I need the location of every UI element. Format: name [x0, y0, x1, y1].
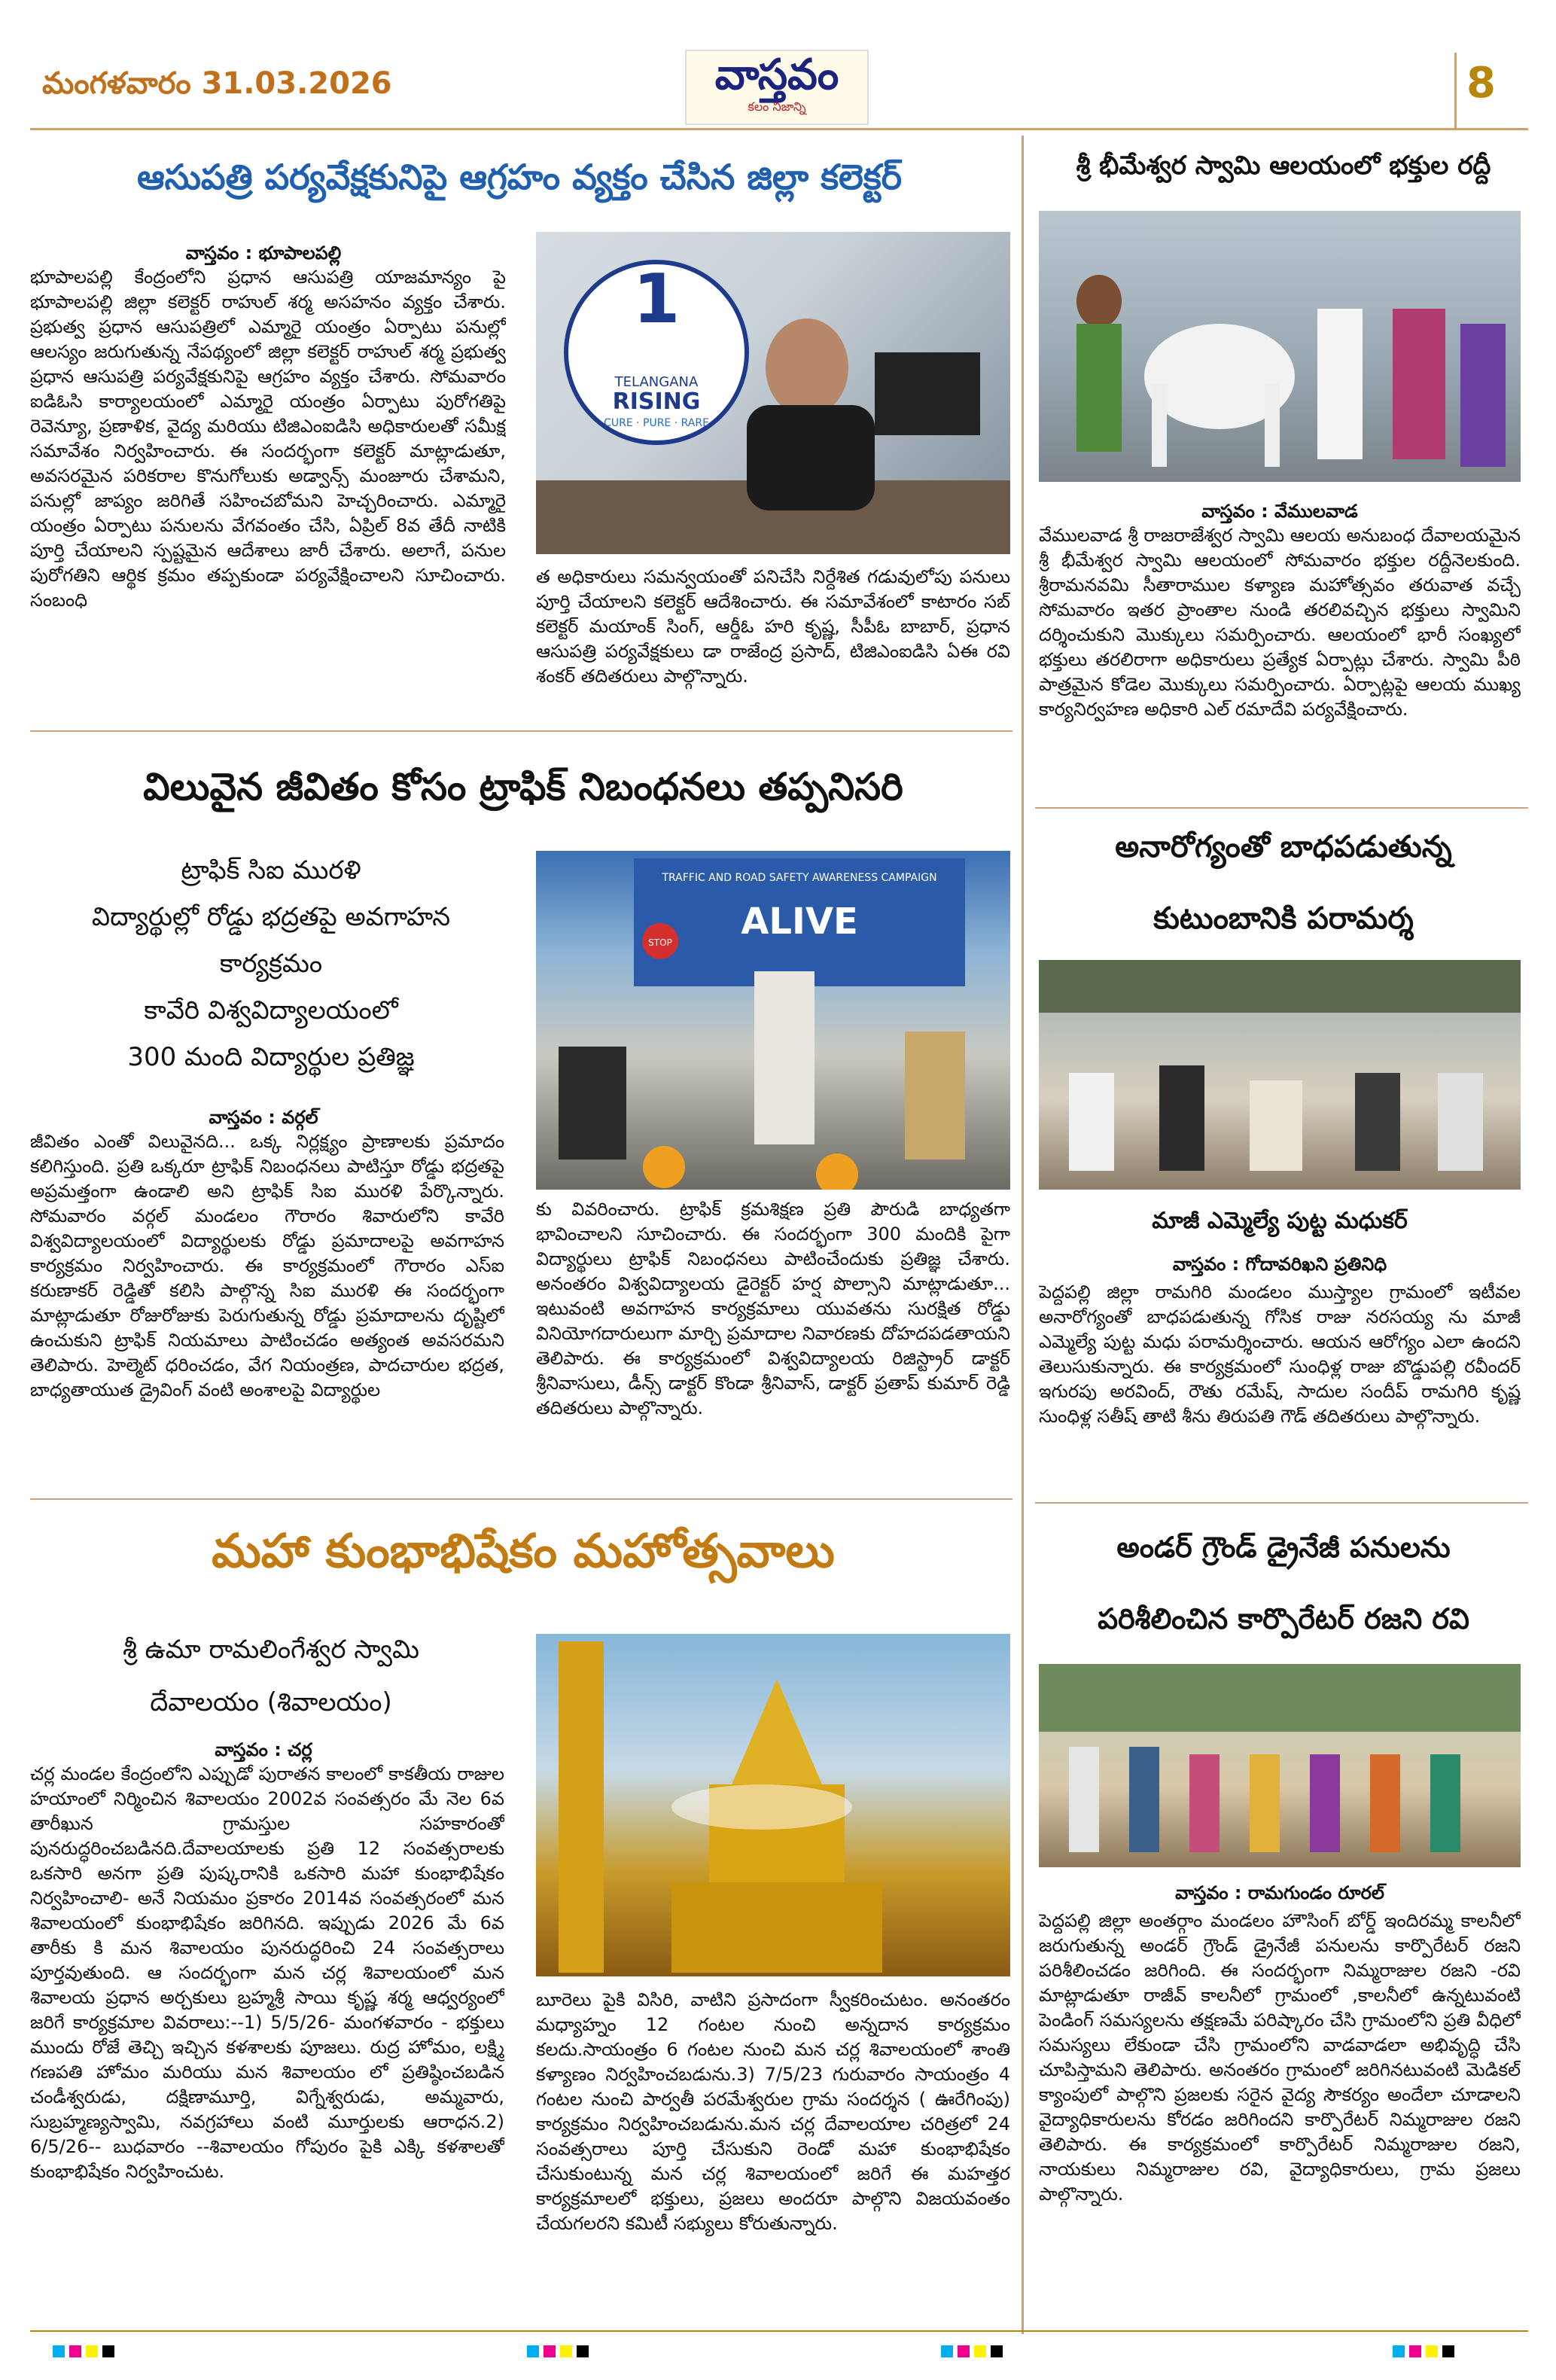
- story4-headline-2: కుటుంబానికి పరామర్శ: [1153, 901, 1414, 936]
- section-rule: [1035, 807, 1528, 809]
- story6-dateline: వాస్తవం : రామగుండం రూరల్: [1175, 1882, 1384, 1903]
- drainage-inspection-image: [1039, 1664, 1521, 1867]
- story4-dateline: వాస్తవం : గోదావరిఖని ప్రతినిధి: [1172, 1254, 1387, 1275]
- temple-devotees-image: [1039, 211, 1521, 482]
- story6-headline-2: పరిశీలించిన కార్పొరేటర్ రజని రవి: [1098, 1602, 1469, 1635]
- section-rule: [30, 730, 1012, 732]
- story3-subhead-4: కావేరి విశ్వవిద్యాలయంలో: [144, 995, 398, 1025]
- kumbhabhishekam-image: [536, 1634, 1010, 1976]
- banner-campaign: TRAFFIC AND ROAD SAFETY AWARENESS CAMPAIGN: [662, 872, 937, 884]
- story2-headline: శ్రీ భీమేశ్వర స్వామి ఆలయంలో భక్తుల రద్దీ: [1076, 151, 1491, 181]
- story4-subhead: మాజీ ఎమ్మెల్యే పుట్ట మధుకర్: [1152, 1208, 1408, 1234]
- story3-subhead-3: కార్యక్రమం: [219, 949, 323, 979]
- story5-dateline: వాస్తవం : చర్ల: [215, 1739, 312, 1760]
- banner-stop: STOP: [648, 937, 672, 948]
- story5-photo: [536, 1634, 1010, 1976]
- story1-col2: త అధికారులు సమన్వయంతో పనిచేసి నిర్దేశిత గడువులోపు పనులు పూర్తి చేయాలని కలెక్టర్ ఆదేశించారు. ఈ సమావేశంలో కాటారం సబ్ కలెక్టర్ మయాంక్ సింగ్, ఆర్డీఓ హరి కృష్ణ, సీపీఓ బాబార్, ప్రధాన ఆసుపత్రి పర్యవేక్షకులు డా రాజేంద్ర ప్రసాద్, టిజిఎంఐడిసి ఏఈ రవి శంకర్ తదితరులు పాల్గొన్నారు.: [536, 566, 1010, 687]
- story5-subhead-1: శ్రీ ఉమా రామలింగేశ్వర స్వామి: [123, 1635, 419, 1665]
- story3-col2: కు వివరించారు. ట్రాఫిక్ క్రమశిక్షణ ప్రతి పౌరుడి బాధ్యతగా భావించాలని సూచించారు. ఈ సందర్భంగా 300 మందికి పైగా విద్యార్థులు ట్రాఫిక్ నిబంధనలు పాటించేందుకు ప్రతిజ్ఞ చేశారు. అనంతరం విశ్వవిద్యాలయ డైరెక్టర్ హర్ష పొల్సాని మాట్లాడుతూ... ఇటువంటి అవగాహన కార్యక్రమాలు యువతను సురక్షిత రోడ్డు వినియోగదారులుగా మార్చి ప్రమాదాల నివారణకు దోహదపడతాయని తెలిపారు. ఈ కార్యక్రమంలో విశ్వవిద్యాలయ రిజిస్ట్రార్ డాక్టర్ శ్రీనివాసులు, డీన్స్ డాక్టర్ కొండా శ్రీనివాస్, డాక్టర్ ప్రతాప్ కుమార్ రెడ్డి తదితరులు పాల్గొన్నారు.: [536, 1199, 1010, 1419]
- banner-line-1: TELANGANA: [614, 374, 699, 390]
- masthead-divider: [1454, 53, 1457, 128]
- story3-photo: [536, 851, 1010, 1190]
- story5-col1: చర్ల మండల కేంద్రంలోని ఎప్పుడో పురాతన కాలంలో కాకతీయ రాజుల హయాంలో నిర్మించిన శివాలయం 2002వ సంవత్సరం మే నెల 6వ తారీఖున గ్రామస్తుల సహకారంతో పునరుద్ధరించబడినది.దేవాలయాలకు ప్రతి 12 సంవత్సరాలకు ఒకసారి అనగా ప్రతి పుష్కరానికి ఒకసారి మహా కుంభాభిషేకం నిర్వహించాలి- అనే నియమం ప్రకారం 2014వ సంవత్సరంలో మన శివాలయంలో కుంభాభిషేకం జరిగినది. ఇప్పుడు 2026 మే 6వ తారీకు కి మన శివాలయం పునరుద్ధరించి 24 సంవత్సరాలు పూర్తవుతుంది. ఆ సందర్భంగా మన చర్ల శివాలయంలో మన శివాలయ ప్రధాన అర్చకులు బ్రహ్మశ్రీ సాయి కృష్ణ శర్మ ఆధ్వర్యంలో జరిగే కార్యక్రమాల వివరాలు:--1) 5/5/26- మంగళవారం - భక్తులు ముందు రోజే తెచ్చి ఇచ్చిన కళశాలకు పూజలు. రుద్ర హోమం, లక్ష్మి గణపతి హోమం మరియు మన శివాలయం లో ప్రతిష్ఠించబడిన చండీశ్వరుడు, దక్షిణామూర్తి, విగ్నేశ్వరుడు, అమ్మవారు, సుబ్రహ్మణ్యస్వామి, నవగ్రహాలు వంటి మూర్తులకు ఆరాధన.2) 6/5/26-- బుధవారం --శివాలయం గోపురం పైకి ఎక్కి కళశాలతో కుంభాభిషేకం నిర్వహించుట.: [30, 1763, 504, 2182]
- registration-marks: [53, 2345, 119, 2360]
- banner-line-2: RISING: [612, 389, 701, 415]
- story4-body: పెద్దపల్లి జిల్లా రామగిరి మండలం ముస్త్యాల గ్రామంలో ఇటీవల అనారోగ్యంతో బాధపడుతున్న గోసిక రాజు నరసయ్య ను మాజీ ఎమ్మెల్యే పుట్ట మధు పరామర్శించారు. ఆయన ఆరోగ్యం ఎలా ఉందని తెలుసుకున్నారు. ఈ కార్యక్రమంలో సుంధిళ్ల రాజు బొడ్డుపల్లి రవీందర్ ఇగురపు అరవింద్, రౌతు రమేష్, సాదుల సందీప్ రామగిరి కృష్ణ సుంధిళ్ల సతీష్ తాటి శీను తిరుపతి గౌడ్ తదితరులు పాల్గొన్నారు.: [1039, 1281, 1521, 1427]
- traffic-awareness-image: [536, 851, 1010, 1190]
- story1-photo: [536, 232, 1010, 554]
- story5-subhead-2: దేవాలయం (శివాలయం): [150, 1687, 392, 1717]
- story4-headline-1: అనారోగ్యంతో బాధపడుతున్న: [1115, 830, 1452, 864]
- registration-marks: [527, 2345, 593, 2360]
- story1-col1: భూపాలపల్లి కేంద్రంలోని ప్రధాన ఆసుపత్రి యాజమాన్యం పై భూపాలపల్లి జిల్లా కలెక్టర్ రాహుల్ శర్మ అసహనం వ్యక్తం చేశారు. ప్రభుత్వ ప్రధాన ఆసుపత్రిలో ఎమ్మారై యంత్రం ఏర్పాటు పనుల్లో ఆలస్యం జరుగుతున్న నేపథ్యంలో జిల్లా కలెక్టర్ రాహుల్ శర్మ ప్రభుత్వ ప్రధాన ఆసుపత్రి పర్యవేక్షకునిపై ఆగ్రహం వ్యక్తం చేశారు. సోమవారం ఐడిఓసి కార్యాలయంలో ఎమ్మారై యంత్రం ఏర్పాటు పురోగతిపై రెవెన్యూ, ప్రణాళిక, వైద్య మరియు టిజిఎంఐడిసి అధికారులతో సమీక్ష సమావేశం నిర్వహించారు. ఈ సందర్భంగా కలెక్టర్ మాట్లాడుతూ, అవసరమైన పరికరాల కొనుగోలుకు అడ్వాన్స్ మంజూరు చేశామని, పనుల్లో జాప్యం జరిగితే సహించబోమని హెచ్చరించారు. ఎమ్మారై యంత్రం ఏర్పాటు పనులను వేగవంతం చేసి, ఏప్రిల్ 8వ తేదీ నాటికి పూర్తి చేయాలని స్పష్టమైన ఆదేశాలు జారీ చేశారు. అలాగే, పనుల పురోగతిని ఆర్థిక క్రమం తప్పకుండా పర్యవేక్షించాలని సూచించారు. సంబంధి: [30, 267, 506, 611]
- story2-dateline: వాస్తవం : వేములవాడ: [1201, 501, 1358, 522]
- page-number: 8: [1466, 59, 1496, 108]
- newspaper-logo: [685, 50, 869, 125]
- story3-col1: జీవితం ఎంతో విలువైనది... ఒక్క నిర్లక్ష్యం ప్రాణాలకు ప్రమాదం కలిగిస్తుంది. ప్రతి ఒక్కరూ ట్రాఫిక్ నిబంధనలు పాటిస్తూ రోడ్డు భద్రతపై అప్రమత్తంగా ఉండాలి అని ట్రాఫిక్ సిఐ మురళి పేర్కొన్నారు. సోమవారం వర్గల్ మండలం గౌరారం శివారులోని కావేరి విశ్వవిద్యాలయంలో విద్యార్థులకు రోడ్డు ప్రమాదాలపై అవగాహన కార్యక్రమం నిర్వహించారు. ఈ కార్యక్రమంలో గౌరారం ఎస్ఐ కరుణాకర్ రెడ్డితో కలిసి పాల్గొన్న సిఐ మురళి ఈ సందర్భంగా మాట్లాడుతూ రోజురోజుకు పెరుగుతున్న రోడ్డు ప్రమాదాలను దృష్టిలో ఉంచుకుని ట్రాఫిక్ నియమాలు పాటించడం అత్యంత అవసరమని తెలిపారు. హెల్మెట్ ధరించడం, వేగ నియంత్రణ, పాదచారుల భద్రత, బాధ్యతాయుత డ్రైవింగ్ వంటి అంశాలపై విద్యార్థుల: [30, 1131, 504, 1400]
- story3-subheads: [30, 847, 512, 1080]
- newspaper-tagline: కలం నిజాన్ని: [748, 99, 806, 114]
- masthead-rule: [30, 128, 1528, 130]
- section-rule: [1035, 1502, 1528, 1504]
- story3-subhead-1: ట్రాఫిక్ సిఐ మురళి: [181, 855, 361, 885]
- story1-dateline: వాస్తవం : భూపాలపల్లి: [185, 242, 342, 264]
- story5-col2: బూరెలు పైకి విసిరి, వాటిని ప్రసాదంగా స్వీకరించుటం. అనంతరం మధ్యాహ్నం 12 గంటల నుంచి అన్నదాన కార్యక్రమం కలదు.సాయంత్రం 6 గంటల నుంచి మన చర్ల శివాలయంలో శాంతి కళ్యాణం నిర్వహించబడును.3) 7/5/23 గురువారం సాయంత్రం 4 గంటల నుంచి పార్వతీ పరమేశ్వరుల గ్రామ సందర్శన ( ఊరేగింపు) కార్యక్రమం నిర్వహించబడును.మన చర్ల దేవాలయాల చరిత్రలో 24 సంవత్సరాలు పూర్తి చేసుకుని రెండో మహా కుంభాభిషేకం చేసుకుంటున్న మన చర్ల శివాలయంలో జరిగే ఈ మహత్తర కార్యక్రమాలలో భక్తులు, ప్రజలు అందరూ పాల్గొని విజయవంతం చేయగలరని కమిటీ సభ్యులు కోరుతున్నారు.: [536, 1989, 1010, 2234]
- banner-alive: ALIVE: [741, 900, 858, 943]
- story5-headline: మహా కుంభాభిషేకం మహోత్సవాలు: [212, 1523, 835, 1578]
- family-visit-image: [1039, 960, 1521, 1190]
- footer-rule: [30, 2330, 1528, 2332]
- story3-dateline: వాస్తవం : వర్గల్: [209, 1107, 318, 1128]
- newspaper-name: వాస్తవం: [714, 50, 839, 99]
- banner-line-3: CURE · PURE · RARE: [604, 417, 709, 429]
- story2-body: వేములవాడ శ్రీ రాజరాజేశ్వర స్వామి ఆలయ అనుబంధ దేవాలయమైన శ్రీ భీమేశ్వర స్వామి ఆలయంలో సోమవారం భక్తుల రద్దీనెలకుంది. శ్రీరామనవమి సీతారాముల కళ్యాణ మహోత్సవం తరువాత వచ్చే సోమవారం ఇతర ప్రాంతాల నుండి తరలివచ్చిన భక్తులు స్వామిని దర్శించుకుని మొక్కులు సమర్పించారు. ఆలయంలో భారీ సంఖ్యలో భక్తులు తరలిరాగా అధికారులు ప్రత్యేక ఏర్పాట్లు చేశారు. స్వామి పీఠి పాత్రమైన కోడెల మొక్కులు సమర్పించారు. ఏర్పాట్లపై ఆలయ ముఖ్య కార్యనిర్వహణ అధికారి ఎల్ రమాదేవి పర్యవేక్షించారు.: [1039, 525, 1521, 720]
- story6-headline-1: అండర్ గ్రౌండ్ డ్రైనేజీ పనులను: [1116, 1531, 1451, 1564]
- issue-date: మంగళవారం 31.03.2026: [42, 66, 392, 101]
- story3-subhead-5: 300 మంది విద్యార్థుల ప్రతిజ్ఞ: [127, 1042, 415, 1072]
- story2-photo: [1039, 211, 1521, 482]
- column-divider: [1022, 136, 1024, 2334]
- collector-meeting-image: [536, 232, 1010, 554]
- registration-marks: [941, 2345, 1007, 2360]
- story6-photo: [1039, 1664, 1521, 1867]
- story1-headline: ఆసుపత్రి పర్యవేక్షకునిపై ఆగ్రహం వ్యక్తం చేసిన జిల్లా కలెక్టర్: [136, 157, 903, 197]
- section-rule: [30, 1498, 1012, 1500]
- story3-subhead-2: విద్యార్థుల్లో రోడ్డు భద్రతపై అవగాహన: [91, 902, 451, 932]
- story6-body: పెద్దపల్లి జిల్లా అంతర్గాం మండలం హౌసింగ్ బోర్డ్ ఇందిరమ్మ కాలనీలో జరుగుతున్న అండర్ గ్రౌండ్ డ్రైనేజీ పనులను కార్పొరేటర్ రజని పరిశీలించడం జరిగింది. ఈ సందర్భంగా నిమ్మరాజుల రజని -రవి మాట్లాడుతూ రాజీవ్ కాలనీలో గ్రామంలో ,కాలనీలో ఉన్నటువంటి పెండింగ్ సమస్యలను తక్షణమే పరిష్కారం చేసి గ్రామంలోని ప్రతి వీధిలో సమస్యలు లేకుండా చేసి గ్రామంలోని వాడవాడలా అభివృద్ధి చేసి చూపిస్తామని తెలిపారు. అనంతరం గ్రామంలో జరిగినటువంటి మెడికల్ క్యాంపులో పాల్గొని ప్రజలకు సరైన వైద్య సౌకర్యం అందేలా చూడాలని వైద్యాధికారులను కోరడం జరిగిందని కార్పొరేటర్ నిమ్మరాజుల రజని తెలిపారు. ఈ కార్యక్రమంలో కార్పొరేటర్ నిమ్మరాజుల రజని, నాయకులు నిమ్మరాజుల రవి, వైద్యాధికారులు, గ్రామ ప్రజలు పాల్గొన్నారు.: [1039, 1910, 1521, 2205]
- svg-text:1: 1: [632, 260, 681, 339]
- registration-marks: [1393, 2345, 1459, 2360]
- story3-headline: విలువైన జీవితం కోసం ట్రాఫిక్ నిబంధనలు తప్పనిసరి: [143, 765, 903, 809]
- story4-photo: [1039, 960, 1521, 1190]
